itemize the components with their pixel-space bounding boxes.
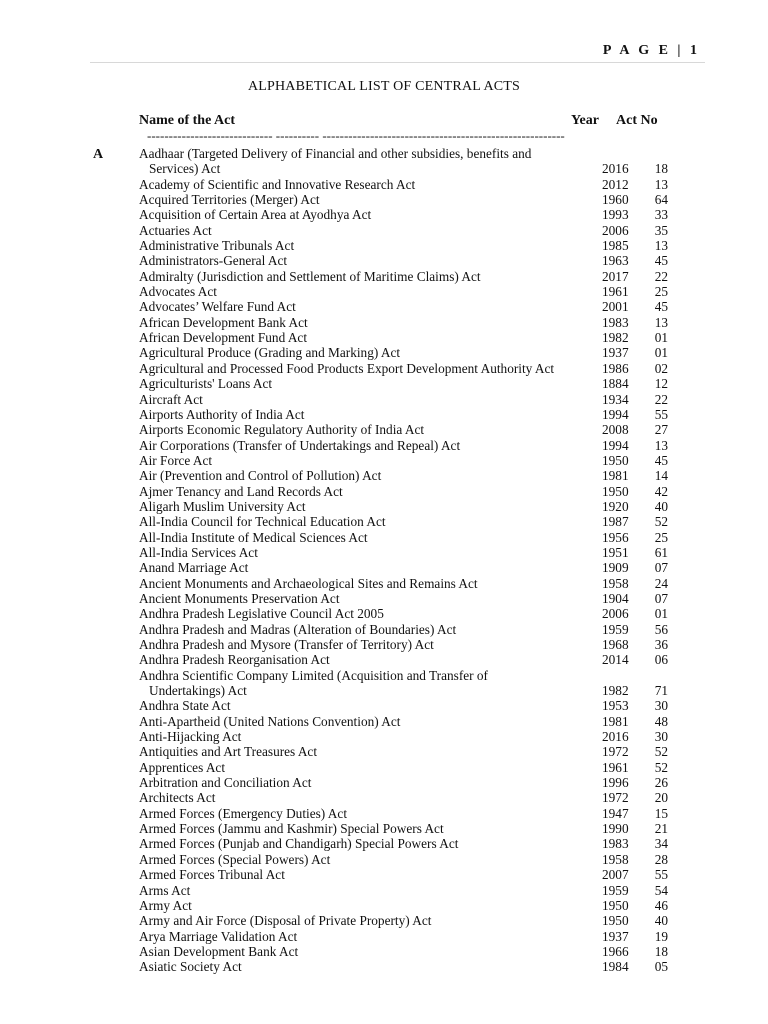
- list-item: [0, 253, 768, 268]
- act-number: 27: [654, 422, 668, 438]
- act-year: 1958: [602, 851, 629, 867]
- act-year: 1961: [602, 759, 629, 775]
- list-item: [0, 867, 768, 882]
- act-number: 18: [654, 161, 668, 177]
- act-year: 2006: [602, 222, 629, 238]
- act-year: 2017: [602, 268, 629, 284]
- act-year: 1958: [602, 575, 629, 591]
- act-name: Agricultural Produce (Grading and Marking) Act: [139, 345, 401, 361]
- act-number: 35: [654, 222, 668, 238]
- act-number: 30: [654, 729, 668, 745]
- act-name: Armed Forces (Emergency Duties) Act: [139, 805, 348, 821]
- act-year: 1884: [602, 376, 629, 392]
- act-name: Aadhaar (Targeted Delivery of Financial and other subsidies, benefits and: [139, 146, 532, 161]
- act-name: Administrators-General Act: [139, 253, 288, 269]
- list-item: [0, 545, 768, 560]
- act-number: 28: [654, 851, 668, 867]
- act-number: 64: [654, 192, 668, 208]
- column-header-act-no: Act No: [616, 113, 658, 128]
- list-item: [0, 683, 768, 698]
- act-year: 1983: [602, 836, 629, 852]
- act-year: 1937: [602, 928, 629, 944]
- act-year: 2016: [602, 729, 629, 745]
- list-item: [0, 514, 768, 529]
- act-name: Air Corporations (Transfer of Undertakings and Repeal) Act: [139, 437, 461, 453]
- section-letter: A: [93, 147, 104, 162]
- act-year: 1950: [602, 452, 629, 468]
- act-number: 14: [654, 468, 668, 484]
- list-item: [0, 959, 768, 974]
- act-name: Armed Forces (Punjab and Chandigarh) Special Powers Act: [139, 836, 459, 852]
- act-year: 1950: [602, 483, 629, 499]
- act-year: 1909: [602, 560, 629, 576]
- header-divider: [90, 62, 705, 63]
- list-item: [0, 161, 768, 176]
- act-name: African Development Bank Act: [139, 314, 308, 330]
- list-item: [0, 468, 768, 483]
- list-item: [0, 744, 768, 759]
- act-name: Air Force Act: [139, 452, 213, 468]
- act-number: 40: [654, 498, 668, 514]
- act-name: Services) Act: [149, 161, 221, 177]
- list-item: [0, 484, 768, 499]
- act-name: Advocates Act: [139, 284, 217, 300]
- act-name: Ancient Monuments and Archaeological Sites and Remains Act: [139, 575, 478, 591]
- act-name: Andhra State Act: [139, 698, 231, 714]
- act-number: 30: [654, 698, 668, 714]
- act-name: Army Act: [139, 897, 192, 913]
- list-item: [0, 192, 768, 207]
- act-year: 2001: [602, 299, 629, 315]
- list-item: [0, 591, 768, 606]
- list-item: [0, 652, 768, 667]
- act-name: Ancient Monuments Preservation Act: [139, 590, 340, 606]
- act-number: 01: [654, 345, 668, 361]
- act-number: 26: [654, 775, 668, 791]
- list-item: [0, 775, 768, 790]
- act-number: 12: [654, 376, 668, 392]
- act-name: Air (Prevention and Control of Pollution) Act: [139, 468, 382, 484]
- act-name: Agriculturists' Loans Act: [139, 376, 273, 392]
- act-year: 1963: [602, 253, 629, 269]
- list-item: [0, 330, 768, 345]
- act-name: Undertakings) Act: [149, 683, 247, 699]
- act-name: All-India Services Act: [139, 544, 258, 560]
- act-year: 1981: [602, 713, 629, 729]
- act-year: 1953: [602, 698, 629, 714]
- act-name: Ajmer Tenancy and Land Records Act: [139, 483, 343, 499]
- list-item: [0, 560, 768, 575]
- act-number: 19: [654, 928, 668, 944]
- list-item: [0, 606, 768, 621]
- act-number: 07: [654, 560, 668, 576]
- list-item: [0, 361, 768, 376]
- act-year: 2014: [602, 652, 629, 668]
- act-name: Airports Economic Regulatory Authority of India Act: [139, 422, 425, 438]
- act-year: 1950: [602, 913, 629, 929]
- act-number: 61: [654, 544, 668, 560]
- act-name: Armed Forces (Jammu and Kashmir) Special Powers Act: [139, 821, 444, 837]
- list-item: [0, 883, 768, 898]
- act-name: Armed Forces (Special Powers) Act: [139, 851, 331, 867]
- act-number: 01: [654, 330, 668, 346]
- list-item: [0, 499, 768, 514]
- act-number: 07: [654, 590, 668, 606]
- act-number: 48: [654, 713, 668, 729]
- act-year: 1959: [602, 882, 629, 898]
- list-item: [0, 284, 768, 299]
- list-item: [0, 806, 768, 821]
- act-number: 18: [654, 943, 668, 959]
- act-name: Arya Marriage Validation Act: [139, 928, 298, 944]
- act-year: 1982: [602, 330, 629, 346]
- act-number: 56: [654, 621, 668, 637]
- act-name: Agricultural and Processed Food Products Export Development Authority Act: [139, 360, 555, 376]
- act-name: All-India Council for Technical Education Act: [139, 514, 386, 530]
- act-year: 1982: [602, 683, 629, 699]
- act-year: 1968: [602, 637, 629, 652]
- act-number: 01: [654, 606, 668, 622]
- act-number: 21: [654, 821, 668, 837]
- act-year: 1984: [602, 959, 629, 975]
- act-number: 42: [654, 483, 668, 499]
- list-item: [0, 146, 768, 161]
- list-item: [0, 668, 768, 683]
- act-name: Antiquities and Art Treasures Act: [139, 744, 318, 760]
- list-item: [0, 760, 768, 775]
- act-year: 1986: [602, 360, 629, 376]
- list-item: [0, 207, 768, 222]
- act-name: Acquired Territories (Merger) Act: [139, 192, 320, 208]
- act-number: 13: [654, 437, 668, 453]
- list-item: [0, 944, 768, 959]
- list-item: [0, 898, 768, 913]
- act-year: 1994: [602, 406, 629, 422]
- list-item: [0, 576, 768, 591]
- act-name: Andhra Pradesh Reorganisation Act: [139, 652, 330, 668]
- act-number: 45: [654, 452, 668, 468]
- act-number: 13: [654, 238, 668, 254]
- act-number: 52: [654, 744, 668, 760]
- act-number: 71: [654, 683, 668, 699]
- list-item: [0, 299, 768, 314]
- act-year: 1985: [602, 238, 629, 254]
- act-year: 1950: [602, 897, 629, 913]
- list-item: [0, 530, 768, 545]
- act-number: 45: [654, 299, 668, 315]
- act-number: 15: [654, 805, 668, 821]
- list-item: [0, 790, 768, 805]
- act-name: Administrative Tribunals Act: [139, 238, 295, 254]
- act-number: 54: [654, 882, 668, 898]
- act-number: 25: [654, 529, 668, 545]
- act-year: 1987: [602, 514, 629, 530]
- act-name: Asian Development Bank Act: [139, 943, 299, 959]
- act-year: 1990: [602, 821, 629, 837]
- act-year: 1937: [602, 345, 629, 361]
- list-item: [0, 622, 768, 637]
- act-number: 52: [654, 759, 668, 775]
- act-year: 1996: [602, 775, 629, 791]
- act-number: 13: [654, 176, 668, 192]
- act-year: 2007: [602, 867, 629, 883]
- header-dash-separator: ----------------------------- ---------- --------------------------------------------------------: [147, 128, 565, 143]
- act-year: 1920: [602, 498, 629, 514]
- act-number: 45: [654, 253, 668, 269]
- act-number: 36: [654, 637, 668, 652]
- act-name: Architects Act: [139, 790, 216, 806]
- list-item: [0, 392, 768, 407]
- list-item: [0, 422, 768, 437]
- act-name: Andhra Pradesh and Madras (Alteration of Boundaries) Act: [139, 621, 457, 637]
- act-number: 13: [654, 314, 668, 330]
- act-name: Academy of Scientific and Innovative Research Act: [139, 176, 416, 192]
- list-item: [0, 345, 768, 360]
- act-name: African Development Fund Act: [139, 330, 308, 346]
- acts-list: [0, 146, 768, 975]
- act-name: Airports Authority of India Act: [139, 406, 305, 422]
- act-year: 1959: [602, 621, 629, 637]
- list-item: [0, 729, 768, 744]
- list-item: [0, 177, 768, 192]
- act-name: Anti-Hijacking Act: [139, 729, 242, 745]
- act-name: Apprentices Act: [139, 759, 226, 775]
- act-name: Advocates’ Welfare Fund Act: [139, 299, 296, 315]
- act-number: 22: [654, 268, 668, 284]
- document-title: ALPHABETICAL LIST OF CENTRAL ACTS: [247, 79, 521, 94]
- act-year: 2006: [602, 606, 629, 622]
- list-item: [0, 836, 768, 851]
- act-year: 1972: [602, 744, 629, 760]
- act-number: 05: [654, 959, 668, 975]
- act-year: 1993: [602, 207, 629, 223]
- page-number-header: P A G E | 1: [602, 43, 700, 58]
- act-year: 1904: [602, 590, 629, 606]
- act-name: Andhra Scientific Company Limited (Acquisition and Transfer of: [139, 667, 488, 683]
- act-year: 1983: [602, 314, 629, 330]
- list-item: [0, 238, 768, 253]
- act-name: Arms Act: [139, 882, 191, 898]
- act-number: 55: [654, 867, 668, 883]
- act-number: 55: [654, 406, 668, 422]
- list-item: [0, 315, 768, 330]
- list-item: [0, 637, 768, 652]
- list-item: [0, 698, 768, 713]
- act-name: Admiralty (Jurisdiction and Settlement of Maritime Claims) Act: [139, 268, 481, 284]
- act-year: 1981: [602, 468, 629, 484]
- list-item: [0, 821, 768, 836]
- column-header-name: Name of the Act: [139, 113, 236, 128]
- list-item: [0, 929, 768, 944]
- act-name: Armed Forces Tribunal Act: [139, 867, 285, 883]
- act-name: Asiatic Society Act: [139, 959, 242, 975]
- act-name: Acquisition of Certain Area at Ayodhya Act: [139, 207, 372, 223]
- act-number: 46: [654, 897, 668, 913]
- act-number: 40: [654, 913, 668, 929]
- act-year: 1972: [602, 790, 629, 806]
- act-number: 25: [654, 284, 668, 300]
- act-number: 24: [654, 575, 668, 591]
- act-number: 52: [654, 514, 668, 530]
- list-item: [0, 714, 768, 729]
- act-number: 20: [654, 790, 668, 806]
- act-year: 2008: [602, 422, 629, 438]
- act-year: 1966: [602, 943, 629, 959]
- act-name: Anti-Apartheid (United Nations Convention) Act: [139, 713, 401, 729]
- act-name: Arbitration and Conciliation Act: [139, 775, 312, 791]
- list-item: [0, 453, 768, 468]
- act-number: 02: [654, 360, 668, 376]
- act-year: 2012: [602, 176, 629, 192]
- act-name: Aligarh Muslim University Act: [139, 498, 306, 514]
- act-number: 34: [654, 836, 668, 852]
- act-year: 1951: [602, 544, 629, 560]
- act-number: 33: [654, 207, 668, 223]
- list-item: [0, 223, 768, 238]
- act-year: 1956: [602, 529, 629, 545]
- act-number: 22: [654, 391, 668, 407]
- act-name: Andhra Pradesh and Mysore (Transfer of Territory) Act: [139, 637, 434, 652]
- act-year: 1934: [602, 391, 629, 407]
- column-header-year: Year: [571, 113, 599, 128]
- list-item: [0, 407, 768, 422]
- act-name: Andhra Pradesh Legislative Council Act 2005: [139, 606, 384, 622]
- list-item: [0, 438, 768, 453]
- act-name: Anand Marriage Act: [139, 560, 249, 576]
- list-item: [0, 852, 768, 867]
- act-name: Army and Air Force (Disposal of Private Property) Act: [139, 913, 432, 929]
- act-year: 1960: [602, 192, 629, 208]
- list-item: [0, 269, 768, 284]
- act-number: 06: [654, 652, 668, 668]
- act-year: 1961: [602, 284, 629, 300]
- act-year: 1947: [602, 805, 629, 821]
- act-name: All-India Institute of Medical Sciences Act: [139, 529, 368, 545]
- list-item: [0, 913, 768, 928]
- act-year: 1994: [602, 437, 629, 453]
- act-name: Aircraft Act: [139, 391, 203, 407]
- act-year: 2016: [602, 161, 629, 177]
- act-name: Actuaries Act: [139, 222, 212, 238]
- list-item: [0, 376, 768, 391]
